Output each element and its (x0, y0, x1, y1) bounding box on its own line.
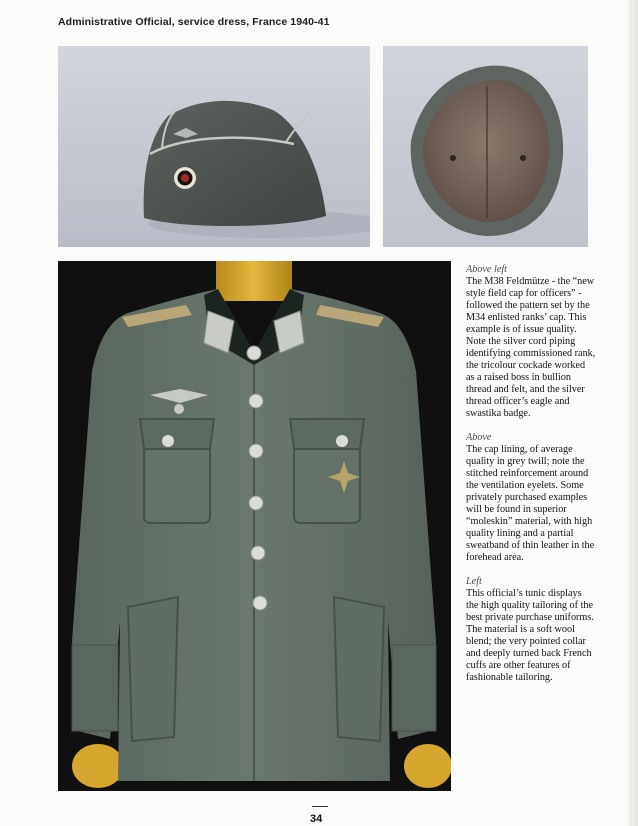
cap-photo (58, 46, 370, 247)
caption-tunic (466, 576, 596, 684)
captions-column (466, 264, 596, 696)
caption-text: The cap lining, of average quality in grey twill; note the stitched reinforcement around the ventilation eyelets. Some privately purchased examples will be found in superior “moleskin” material, with high quality lining and a partial sweatband of thin leather in the forehead area. (466, 444, 595, 563)
caption-heading: Above (466, 432, 492, 443)
caption-cap (466, 264, 596, 420)
page-edge (628, 0, 638, 826)
page-title: Administrative Official, service dress, France 1940-41 (58, 16, 330, 28)
page-number: 34 (310, 813, 323, 825)
caption-heading: Left (466, 576, 482, 587)
caption-text: The M38 Feldmütze - the “new style field cap for officers” - followed the pattern set by the M34 enlisted ranks’ cap. This example is of issue quality. Note the silver cord piping identifying commissioned rank, the tricolour cockade worked as a raised boss in bullion thread and felt, and the silver thread officer’s eagle and swastika badge. (466, 276, 596, 419)
page-number-rule (312, 806, 328, 807)
tunic-photo (58, 261, 451, 791)
caption-text: This official’s tunic displays the high quality tailoring of the best private purchase uniforms. The material is a soft wool blend; the very pointed collar and deeply turned back French cuffs are other features of fashionable tailoring. (466, 588, 594, 683)
caption-lining (466, 432, 596, 564)
cap-lining-photo (383, 46, 588, 247)
caption-heading: Above left (466, 264, 508, 275)
